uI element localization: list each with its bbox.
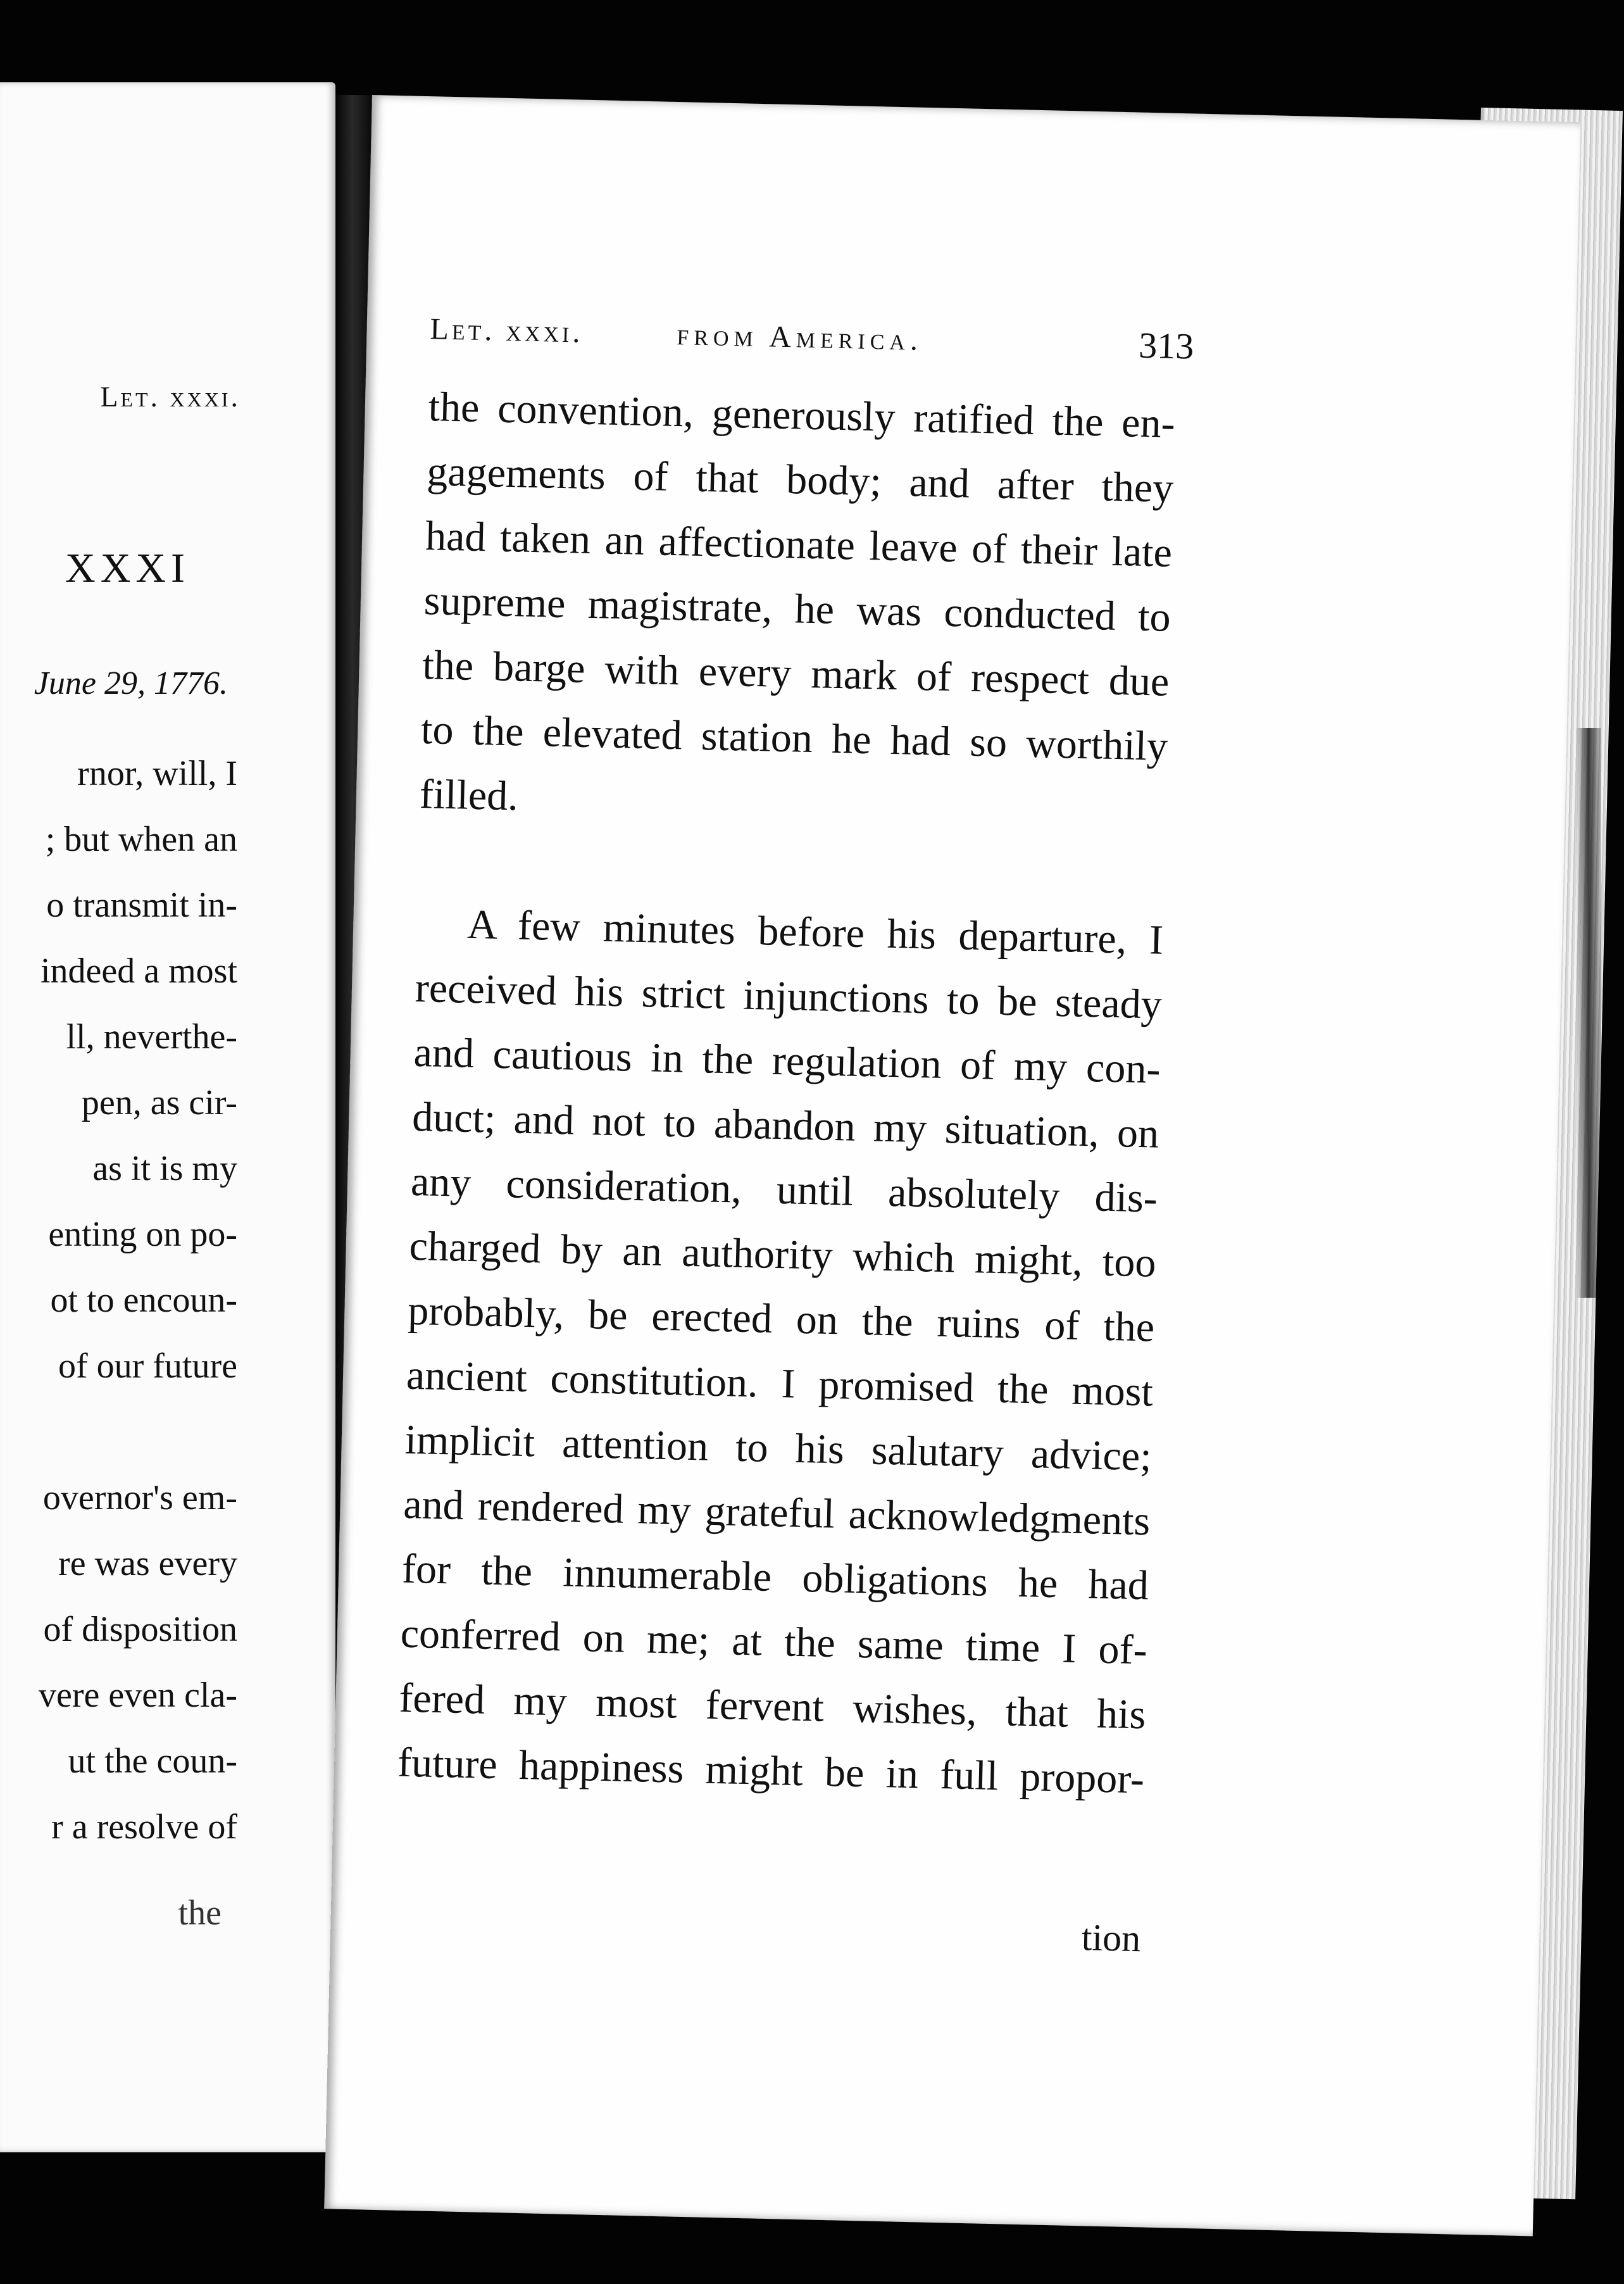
text-line: supreme magistrate, he was conducted to (423, 577, 1171, 641)
left-line: as it is my (92, 1149, 237, 1188)
left-line: ll, neverthe- (66, 1017, 237, 1057)
left-line: rnor, will, I (77, 754, 237, 793)
left-line: ot to encoun- (50, 1281, 237, 1320)
left-line: enting on po- (48, 1215, 237, 1254)
left-line: overnor's em- (42, 1478, 237, 1517)
text-line: filled. (419, 770, 519, 820)
text-line: implicit attention to his salutary advice; (404, 1416, 1152, 1480)
left-line: of disposition (43, 1610, 237, 1649)
right-page (324, 95, 1580, 2236)
left-line: ut the coun- (68, 1741, 237, 1781)
left-line: pen, as cir- (81, 1083, 237, 1122)
page-edge-shadow (1576, 728, 1601, 1298)
text-line: received his strict injunctions to be steady (415, 964, 1163, 1028)
right-catchword: tion (1081, 1916, 1141, 1960)
text-line: fered my most fervent wishes, that his (398, 1674, 1147, 1738)
left-catchword: the (178, 1893, 222, 1933)
text-line: duct; and not to abandon my situation, on (411, 1093, 1159, 1157)
right-running-head: Let. xxxi. (430, 312, 584, 349)
text-line: the convention, generously ratified the en- (428, 384, 1176, 447)
text-line: and rendered my grateful acknowledgments (403, 1481, 1151, 1545)
left-page (0, 82, 335, 2152)
text-line: charged by an authority which might, too (408, 1222, 1157, 1286)
text-line: had taken an affectionate leave of their late (425, 513, 1173, 576)
text-line: gagements of that body; and after they (426, 448, 1175, 511)
text-line: and cautious in the regulation of my con- (413, 1029, 1161, 1093)
text-line: ancient constitution. I promised the most (406, 1352, 1154, 1415)
left-line: vere even cla- (39, 1676, 237, 1715)
left-page-text (0, 741, 237, 1860)
right-page-text (397, 375, 1176, 1812)
text-line: to the elevated station he had so worthily (420, 706, 1168, 770)
left-line: o transmit in- (46, 886, 237, 925)
text-line: A few minutes before his departure, I (466, 901, 1164, 963)
left-line: ; but when an (45, 820, 237, 859)
text-line: the barge with every mark of respect due (422, 642, 1170, 705)
right-running-title: from America. (676, 318, 923, 357)
left-line: re was every (58, 1544, 237, 1583)
left-line: of our future (58, 1346, 237, 1386)
left-letter-date: June 29, 1776. (34, 665, 228, 701)
text-line: for the innumerable obligations he had (401, 1545, 1149, 1609)
left-line: r a resolve of (51, 1807, 237, 1847)
text-line: any consideration, until absolutely dis- (410, 1158, 1158, 1222)
text-line: future happiness might be in full propor- (397, 1739, 1145, 1803)
page-number: 313 (1138, 324, 1195, 367)
left-paragraph-gap (0, 1399, 237, 1465)
text-line: probably, be erected on the ruins of the (407, 1287, 1155, 1351)
left-running-head: Let. xxxi. (100, 380, 240, 413)
text-line: conferred on me; at the same time I of- (400, 1610, 1148, 1674)
left-letter-heading: XXXI (65, 545, 190, 591)
left-line: indeed a most (40, 951, 237, 991)
